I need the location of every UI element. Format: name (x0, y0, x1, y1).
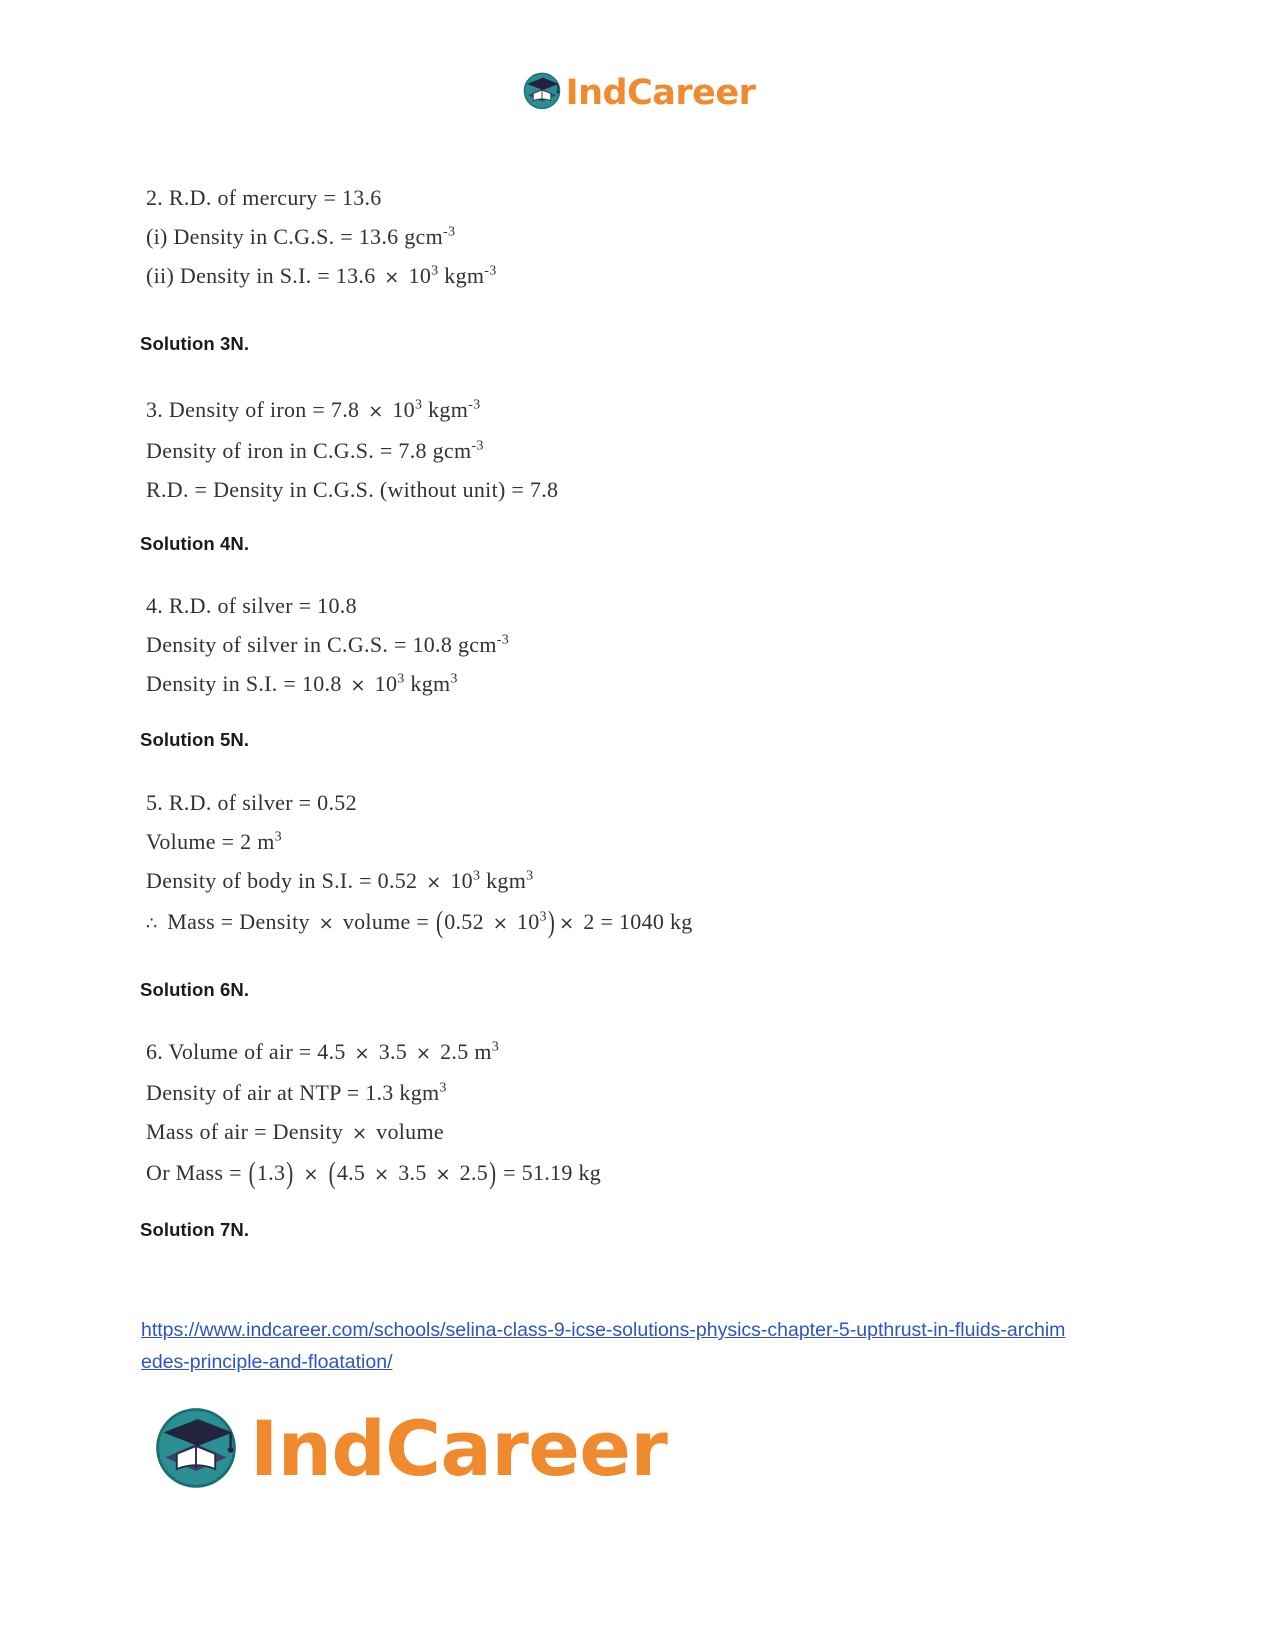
equation-line: 6. Volume of air = 4.5 × 3.5 × 2.5 $m^3$ (146, 1038, 500, 1064)
solution-4n-equations (146, 586, 509, 705)
equation-line: 5. R.D. of silver = 0.52 (146, 790, 357, 815)
equation-line: Density of silver in C.G.S. = 10.8 gcm$^{-3}$ (146, 631, 510, 657)
solution-3n-heading: Solution 3N. (140, 333, 250, 354)
equation-line: Density in S.I. = $10.8 \times 10^3$ kgm$^3$ (146, 670, 458, 696)
footer-logo (148, 1398, 667, 1499)
equation-line: (ii) Density in S.I. = $13.6 \times 10^3$ kgm$^{-3}$ (146, 262, 497, 288)
equation-line: Density of iron in C.G.S. = 7.8 gcm$^{-3}$ (146, 437, 484, 463)
solution-5n-heading: Solution 5N. (140, 729, 250, 750)
solution-4n-heading: Solution 4N. (140, 533, 250, 554)
equation-line: 4. R.D. of silver = 10.8 (146, 593, 357, 618)
document-content (140, 0, 1140, 1300)
solution-7n-heading: Solution 7N. (140, 1219, 250, 1240)
equation-line: Volume = 2 $m^3$ (146, 828, 283, 854)
equation-line: Mass of air = Density × volume (146, 1119, 444, 1144)
solution-6n-heading: Solution 6N. (140, 979, 250, 1000)
equation-line: Or Mass = (1.3) × (4.5 × 3.5 × 2.5) = 51.19 kg (146, 1155, 602, 1191)
equation-line: Density of body in S.I. = $0.52 \times 10^3$ kgm$^3$ (146, 867, 534, 893)
footer-brand-name: IndCareer (250, 1404, 668, 1493)
equation-line: R.D. = Density in C.G.S. (without unit) = 7.8 (146, 477, 559, 502)
equation-line: 2. R.D. of mercury = 13.6 (146, 185, 382, 210)
solution-6n-equations (146, 1032, 601, 1194)
equation-line: ∴ Mass = Density × volume = $(0.52 \times 10^3) \times 2 = 1040$ kg (146, 904, 693, 940)
source-url-link[interactable]: https://www.indcareer.com/schools/selina-class-9-icse-solutions-physics-chapter-5-upthrust-in-fluids-archimedes-principle-and-floatation/ (141, 1319, 1066, 1373)
header-brand-name: IndCareer (565, 72, 756, 113)
solution-2n-equations (146, 178, 497, 297)
equation-line: (i) Density in C.G.S. = 13.6 gcm$^{-3}$ (146, 223, 456, 249)
equation-line: Density of air at NTP = 1.3 kgm$^3$ (146, 1079, 447, 1105)
indcareer-graduation-cap-book-icon (148, 1398, 244, 1499)
solution-3n-equations (146, 390, 558, 509)
solution-5n-equations (146, 783, 693, 944)
equation-line: 3. Density of iron = $7.8 \times 10^3$ kgm$^{-3}$ (146, 396, 481, 422)
